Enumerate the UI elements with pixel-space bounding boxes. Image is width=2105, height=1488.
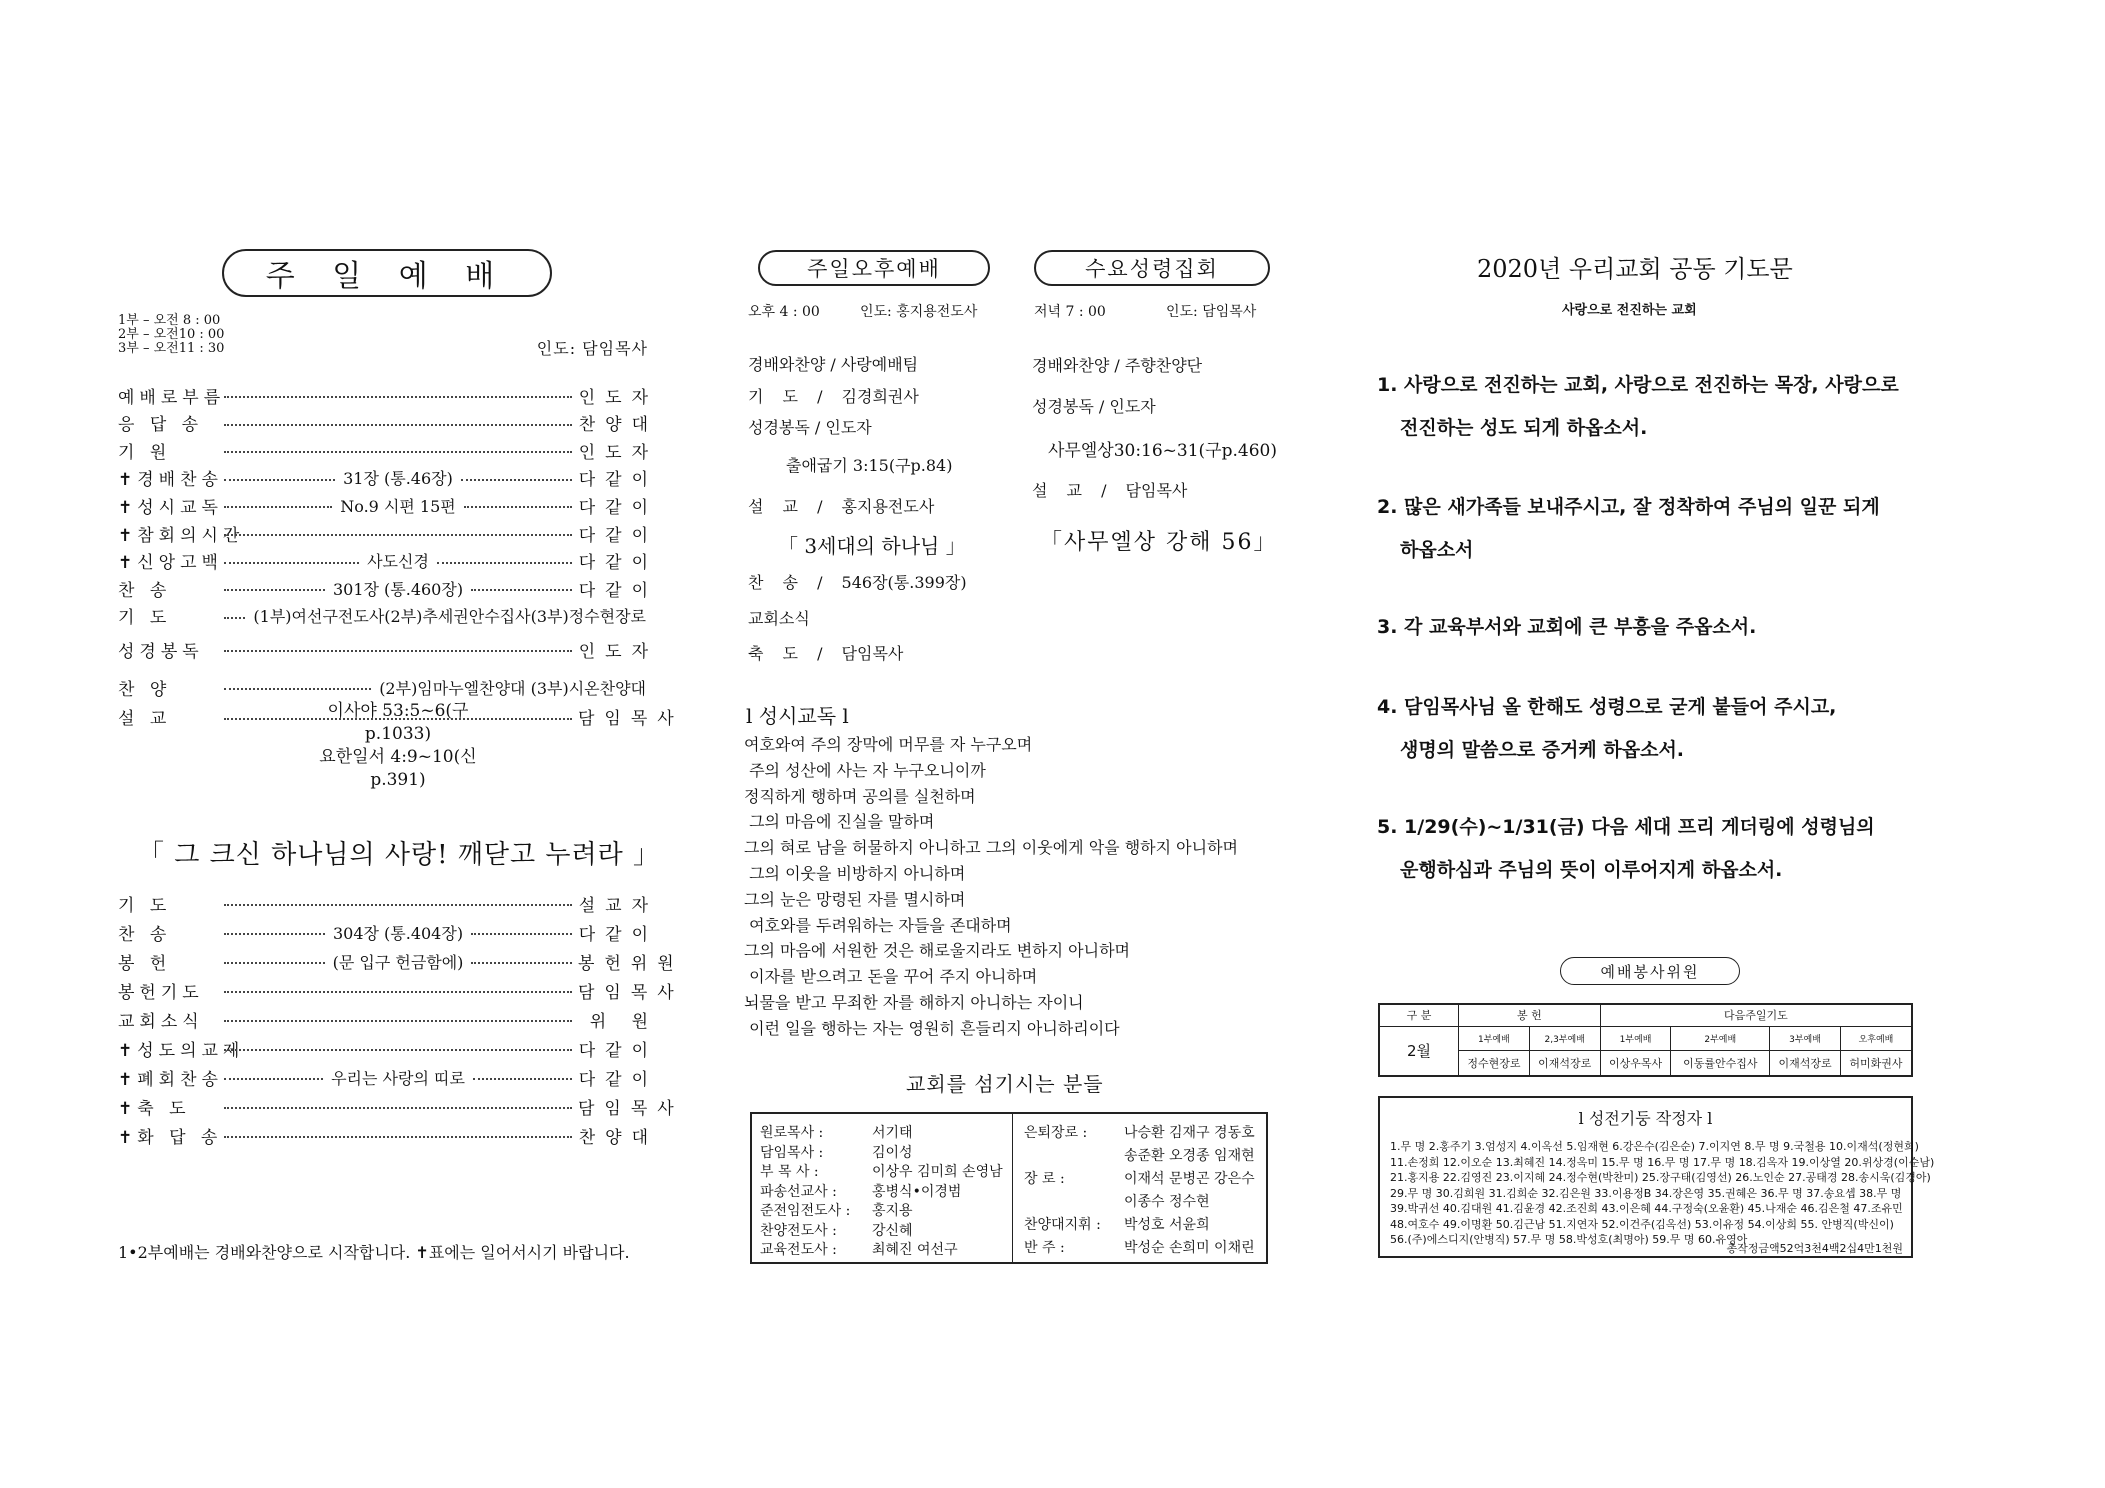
- prayer-line: 1. 사랑으로 전진하는 교회, 사랑으로 전진하는 목장, 사랑으로: [1377, 374, 1899, 396]
- pledge-line: 39.박귀선 40.김대원 41.김윤경 42.조진희 43.이은혜 44.구정숙(오윤환) 45.나재순 46.김은철 47.조유민: [1390, 1202, 1903, 1215]
- pledge-line: 29.무 명 30.김희원 31.김희순 32.김은원 33.이용정B 34.장은영 35.권혜은 36.무 명 37.송요셉 38.무 명: [1390, 1186, 1902, 1200]
- staff-row: [760, 1181, 961, 1201]
- psalm-line: 이런 일을 행하는 자는 영원히 흔들리지 아니하리이다: [744, 1018, 1120, 1038]
- order-row: [118, 672, 648, 702]
- prayer-line: 4. 담임목사님 올 한해도 성령으로 굳게 붙들어 주시고,: [1377, 696, 1837, 718]
- psalm-line: 그의 마음에 진실을 말하며: [744, 812, 935, 832]
- staff-names: 이종수 정수현: [1124, 1194, 1210, 1210]
- order-row: [118, 1062, 659, 1092]
- staff-role: 반 주 :: [1024, 1240, 1065, 1256]
- leader-dots: [471, 589, 572, 591]
- name-cell: 이재석장로: [1529, 1050, 1600, 1076]
- order-row: [118, 435, 658, 465]
- pledge-line: 11.손정희 12.이오순 13.최혜진 14.정옥미 15.무 명 16.무 명 17.무 명 18.김옥자 19.이상열 20.위상경(이순남): [1390, 1155, 1935, 1169]
- order-row: [118, 1120, 658, 1150]
- order-performer: 담임목사: [578, 1098, 684, 1119]
- prayer-line: 2. 많은 새가족들 보내주시고, 잘 정착하여 주님의 일꾼 되게: [1377, 496, 1880, 518]
- pledge-line: 48.여호수 49.이명환 50.김근남 51.지연자 52.이건주(김옥선) 53.이유정 54.이상희 55. 안병직(박신이): [1390, 1217, 1894, 1231]
- order-row: [118, 634, 658, 664]
- order-row: [118, 463, 658, 493]
- order-row: [118, 1004, 658, 1034]
- afternoon-item: 찬 송 / 546장(통.399장): [748, 573, 967, 592]
- psalm-heading: l 성시교독 l: [746, 704, 849, 728]
- order-performer: 위 원: [589, 1011, 658, 1032]
- order-label: ✝성도의교제: [118, 1040, 245, 1061]
- staff-names: 박성호 서윤희: [1124, 1217, 1210, 1233]
- order-performer: 다같이: [578, 553, 659, 574]
- order-detail: 31장 (통.46장): [341, 466, 455, 489]
- scripture-1: 이사야 53:5~6(구p.1033): [327, 701, 469, 744]
- afternoon-item: 축 도 / 담임목사: [748, 644, 904, 663]
- psalm-line: 그의 눈은 망령된 자를 멸시하며: [744, 889, 966, 909]
- staff-row: [1024, 1122, 1255, 1142]
- sermon-title: 「 그 크신 하나님의 사랑! 깨닫고 누려라 」: [138, 840, 661, 870]
- order-label: 찬 송: [118, 580, 172, 601]
- sunday-title: 주 일 예 배: [265, 259, 509, 294]
- order-label: ✝축 도: [118, 1098, 191, 1119]
- order-label: ✝성시교독: [118, 497, 223, 518]
- afternoon-leader: 인도: 홍지용전도사: [860, 304, 978, 320]
- name-cell: 정수현장로: [1459, 1050, 1530, 1076]
- order-performer: 찬양대: [578, 1127, 658, 1148]
- order-label: 응 답 송: [118, 415, 204, 436]
- staff-role: 파송선교사 :: [760, 1183, 837, 1200]
- staff-row: [1024, 1237, 1255, 1257]
- afternoon-item: 성경봉독 / 인도자: [748, 418, 872, 437]
- pillar-pledges-box: [1378, 1096, 1935, 1258]
- leader-dots: [224, 962, 325, 964]
- leader-dots: [224, 1078, 323, 1080]
- order-row: [118, 380, 658, 410]
- order-detail: (문 입구 헌금함에): [331, 950, 466, 973]
- leader-dots: [224, 562, 359, 564]
- order-detail: 우리는 사랑의 띠로: [329, 1066, 467, 1089]
- name-cell: 이상우목사: [1600, 1050, 1671, 1076]
- staff-names: 이재석 문병곤 강은수: [1124, 1171, 1255, 1187]
- leader-dots: [224, 1107, 572, 1109]
- order-label: 설 교: [118, 709, 172, 730]
- staff-role: 부 목 사 :: [760, 1164, 819, 1180]
- staff-row: [1024, 1214, 1210, 1234]
- leader-dots: [224, 991, 572, 993]
- order-label: 예배로부름: [118, 387, 226, 408]
- pledge-line: 21.홍지용 22.김영진 23.이지혜 24.정수현(박찬미) 25.장구태(김영선) 26.노인순 27.공태경 28.송시욱(김경아): [1390, 1171, 1931, 1184]
- time-1: 1부 – 오전 8 : 00: [118, 313, 221, 328]
- header-next-prayer: 다음주일기도: [1600, 1004, 1912, 1026]
- staff-role: 원로목사 :: [760, 1125, 824, 1141]
- order-label: ✝경배찬송: [118, 470, 223, 491]
- order-performer: 담임목사: [578, 982, 684, 1003]
- sub-header: 오후예배: [1840, 1026, 1912, 1050]
- order-performer: 봉헌위원: [578, 953, 684, 974]
- leader-dots: [224, 506, 332, 508]
- sub-header: 2,3부예배: [1529, 1026, 1600, 1050]
- order-label: 봉헌기도: [118, 982, 204, 1003]
- staff-divider: [1012, 1114, 1013, 1262]
- leader-dots: [224, 1136, 572, 1138]
- wednesday-leader: 인도: 담임목사: [1166, 304, 1257, 320]
- afternoon-title: 주일오후예배: [807, 257, 941, 281]
- staff-names: 홍지용: [872, 1203, 913, 1219]
- order-performer: 다같이: [578, 525, 658, 546]
- wednesday-item: 경배와찬양 / 주향찬양단: [1032, 356, 1203, 375]
- afternoon-time: 오후 4 : 00: [748, 304, 820, 320]
- leader-dots: [224, 617, 245, 619]
- order-row: [118, 573, 659, 603]
- pledge-line: 56.(주)에스디지(안병직) 57.무 명 58.박성호(최명아) 59.무 명 60.유영아: [1390, 1233, 1748, 1246]
- leader-dots: [224, 1049, 572, 1051]
- staff-row: [760, 1239, 958, 1259]
- order-label: 찬 양: [118, 679, 172, 700]
- psalm-line: 이자를 받으려고 돈을 꾸어 주지 아니하며: [744, 967, 1038, 987]
- prayer-line: 하옵소서: [1400, 539, 1474, 561]
- time-3: 3부 – 오전11 : 30: [118, 341, 225, 356]
- psalm-line: 그의 마음에 서원한 것은 해로울지라도 변하지 아니하며: [744, 941, 1131, 961]
- afternoon-item: 교회소식: [748, 609, 810, 628]
- pledge-total: 총작정금액52억3천4백2십4만1천원: [1726, 1242, 1903, 1255]
- staff-role: 은퇴장로 :: [1024, 1125, 1088, 1141]
- wednesday-item: 성경봉독 / 인도자: [1032, 397, 1156, 416]
- name-cell: 이재석장로: [1770, 1050, 1841, 1076]
- order-label: 교회소식: [118, 1011, 204, 1032]
- staff-row: [760, 1220, 913, 1240]
- order-label: ✝참회의시간: [118, 525, 245, 546]
- staff-names: 강신혜: [872, 1222, 913, 1239]
- order-label: 기 원: [118, 442, 172, 463]
- order-performer: 다같이: [578, 1040, 658, 1061]
- committee-title: 예배봉사위원: [1600, 962, 1700, 981]
- order-label: 성경봉독: [118, 641, 204, 662]
- staff-row: [1024, 1145, 1255, 1165]
- order-row: [118, 888, 658, 918]
- staff-names: 이상우 김미희 손영남: [872, 1164, 1003, 1180]
- wednesday-time: 저녁 7 : 00: [1034, 304, 1106, 320]
- order-label: 봉 헌: [118, 953, 172, 974]
- staff-names: 김이성: [872, 1144, 913, 1161]
- staff-row: [760, 1142, 913, 1162]
- wednesday-item: 설 교 / 담임목사: [1032, 481, 1188, 500]
- order-performer: 다같이: [578, 580, 659, 601]
- prayer-subtitle: 사랑으로 전진하는 교회: [1562, 303, 1697, 318]
- leader-dots: [224, 396, 572, 398]
- psalm-line: 그의 혀로 남을 허물하지 아니하고 그의 이웃에게 악을 행하지 아니하며: [744, 838, 1238, 858]
- order-detail: (2부)임마누엘찬양대 (3부)시온찬양대: [377, 676, 648, 699]
- leader-dots: [473, 1078, 572, 1080]
- leader-dots: [224, 589, 325, 591]
- order-performer: 설교자: [578, 895, 658, 916]
- staff-names: 최혜진 여선구: [872, 1242, 958, 1258]
- order-row: [118, 408, 658, 438]
- wednesday-title-box: [1034, 250, 1270, 286]
- leader-dots: [224, 534, 572, 536]
- staff-role: 준전임전도사 :: [760, 1203, 851, 1219]
- order-label: 기 도: [118, 895, 172, 916]
- order-row: [118, 546, 659, 576]
- order-performer: 인도자: [578, 641, 658, 662]
- order-performer: 다같이: [578, 1069, 659, 1090]
- sub-header: 1부예배: [1600, 1026, 1671, 1050]
- prayer-line: 생명의 말씀으로 증거케 하옵소서.: [1400, 739, 1685, 761]
- staff-names: 박성순 손희미 이채린: [1124, 1240, 1255, 1256]
- afternoon-item: 출애굽기 3:15(구p.84): [786, 456, 953, 475]
- order-row: [118, 946, 684, 976]
- staff-row: [760, 1200, 913, 1220]
- leader-dots: [461, 479, 572, 481]
- order-label: 기 도: [118, 608, 172, 629]
- order-performer: 담임목사: [578, 709, 684, 730]
- wednesday-sermon: 「사무엘상 강해 56」: [1040, 530, 1278, 555]
- leader-dots: [471, 933, 572, 935]
- order-detail: (1부)여선구전도사(2부)추세권안수집사(3부)정수현장로: [251, 604, 648, 627]
- staff-names: 송준환 오경종 임재현: [1124, 1148, 1255, 1164]
- order-label: ✝신앙고백: [118, 553, 223, 574]
- leader-dots: [224, 1020, 572, 1022]
- psalm-line: 주의 성산에 사는 자 누구오니이까: [744, 760, 986, 780]
- wednesday-item: 사무엘상30:16~31(구p.460): [1048, 441, 1277, 461]
- order-row: [118, 975, 684, 1005]
- order-performer: 찬양대: [578, 415, 658, 436]
- sub-header: 2부예배: [1671, 1026, 1770, 1050]
- order-row: [118, 601, 648, 631]
- committee-title-box: [1560, 957, 1740, 985]
- staff-row: [760, 1122, 913, 1142]
- leader-dots: [224, 451, 572, 453]
- time-2: 2부 – 오전10 : 00: [118, 327, 225, 342]
- leader-dots: [437, 562, 572, 564]
- service-leader: 인도: 담임목사: [536, 339, 648, 358]
- order-detail: No.9 시편 15편: [338, 494, 458, 517]
- staff-row: [760, 1161, 1003, 1181]
- sunday-title-box: [222, 249, 552, 297]
- order-row: [118, 1091, 684, 1121]
- staff-role: 장 로 :: [1024, 1171, 1065, 1187]
- leader-dots: [464, 506, 572, 508]
- order-row: [118, 917, 659, 947]
- leader-dots: [471, 962, 572, 964]
- staff-names: 홍병식•이경범: [872, 1183, 962, 1200]
- order-row: [118, 490, 658, 520]
- service-times: [118, 314, 224, 356]
- pledges-title: l 성전기둥 작정자 l: [1578, 1109, 1713, 1128]
- staff-role: 교육전도사 :: [760, 1242, 837, 1258]
- leader-dots: [224, 424, 572, 426]
- footnote: 1•2부예배는 경배와찬양으로 시작합니다. ✝표에는 일어서시기 바랍니다.: [118, 1243, 630, 1262]
- order-row: [118, 518, 658, 548]
- pledge-line: 1.무 명 2.홍주기 3.엄성지 4.이옥선 5.임재현 6.강은수(김은순) 7.이지연 8.무 명 9.국철용 10.이재석(정현희): [1390, 1140, 1919, 1153]
- staff-role: 찬양대지휘 :: [1024, 1217, 1101, 1233]
- leader-dots: [224, 479, 335, 481]
- order-performer: 다같이: [578, 470, 658, 491]
- month-cell: 2월: [1379, 1026, 1459, 1076]
- afternoon-title-box: [758, 250, 990, 286]
- staff-names: 나승환 김재구 경동호: [1124, 1125, 1255, 1141]
- wednesday-title: 수요성령집회: [1085, 257, 1219, 281]
- staff-row: [1024, 1168, 1255, 1188]
- name-cell: 허미화권사: [1840, 1050, 1912, 1076]
- prayer-line: 5. 1/29(수)~1/31(금) 다음 세대 프리 게더링에 성령님의: [1377, 816, 1875, 838]
- order-performer: 다같이: [578, 924, 659, 945]
- order-performer: 인도자: [578, 442, 658, 463]
- header-offering: 봉 헌: [1459, 1004, 1601, 1026]
- order-performer: 인도자: [578, 387, 658, 408]
- staff-table: [750, 1112, 1268, 1264]
- leader-dots: [224, 933, 325, 935]
- leader-dots: [224, 904, 572, 906]
- order-row: [118, 1033, 658, 1063]
- order-performer: 다같이: [578, 497, 658, 518]
- staff-heading: 교회를 섬기시는 분들: [906, 1072, 1104, 1096]
- order-detail: 304장 (통.404장): [331, 921, 465, 944]
- psalm-line: 뇌물을 받고 무죄한 자를 해하지 아니하는 자이니: [744, 993, 1084, 1012]
- order-detail: 301장 (통.460장): [331, 577, 465, 600]
- staff-names: 서기태: [872, 1125, 913, 1141]
- order-detail: 사도신경: [365, 549, 431, 572]
- sub-header: 1부예배: [1459, 1026, 1530, 1050]
- sub-header: 3부예배: [1770, 1026, 1841, 1050]
- header-gubun: 구 분: [1379, 1004, 1459, 1026]
- afternoon-item: 기 도 / 김경희권사: [748, 387, 919, 406]
- leader-dots: [224, 688, 371, 690]
- afternoon-item: 설 교 / 홍지용전도사: [748, 497, 935, 516]
- name-cell: 이동률안수집사: [1671, 1050, 1770, 1076]
- psalm-line: 정직하게 행하며 공의를 실천하며: [744, 786, 976, 806]
- staff-row: [1024, 1191, 1210, 1211]
- prayer-line: 3. 각 교육부서와 교회에 큰 부흥을 주옵소서.: [1377, 616, 1757, 638]
- order-label: ✝폐회찬송: [118, 1069, 223, 1090]
- scripture-2: 요한일서 4:9~10(신p.391): [319, 747, 477, 790]
- psalm-line: 그의 이웃을 비방하지 아니하며: [744, 864, 966, 883]
- afternoon-item: 경배와찬양 / 사랑예배팀: [748, 355, 919, 374]
- order-label: 찬 송: [118, 924, 172, 945]
- prayer-title: 2020년 우리교회 공동 기도문: [1477, 255, 1793, 283]
- scripture-readings: [308, 700, 488, 792]
- staff-role: 찬양전도사 :: [760, 1222, 837, 1239]
- staff-role: 담임목사 :: [760, 1144, 824, 1161]
- order-label: ✝화 답 송: [118, 1127, 223, 1148]
- leader-dots: [224, 650, 572, 652]
- prayer-line: 전진하는 성도 되게 하옵소서.: [1400, 417, 1648, 439]
- service-committee-table: [1378, 1003, 1913, 1077]
- psalm-line: 여호와여 주의 장막에 머무를 자 누구오며: [744, 735, 1033, 754]
- prayer-line: 운행하심과 주님의 뜻이 이루어지게 하옵소서.: [1400, 859, 1783, 881]
- psalm-line: 여호와를 두려워하는 자들을 존대하며: [744, 915, 1012, 935]
- afternoon-sermon: 「 3세대의 하나님 」: [778, 534, 966, 558]
